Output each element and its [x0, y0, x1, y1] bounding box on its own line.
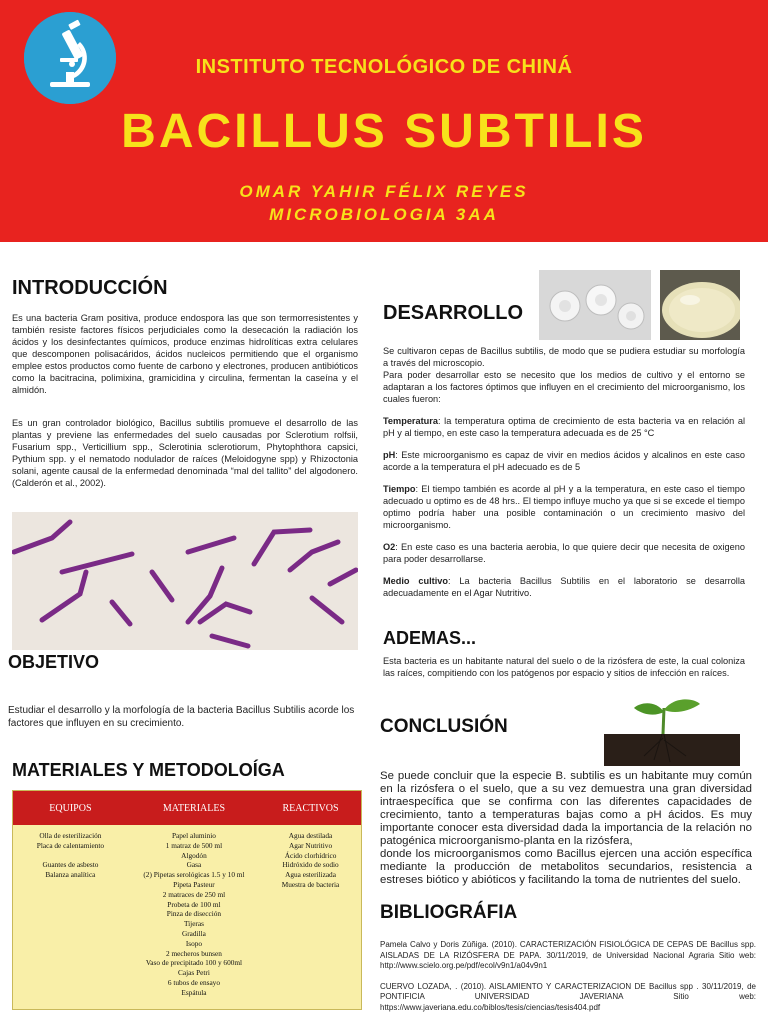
reference-2: CUERVO LOZADA, . (2010). AISLAMIENTO Y CARACTERIZACION DE Bacillus spp . 30/11/2019, de PONTIFICIA UNIVERSIDAD JAVERIANA Sitio web: https://www.javeriana.edu.co/biblos/tesis/ciencias/tesis404.pdf	[380, 981, 756, 1012]
table-cell: 1 matraz de 500 ml	[165, 840, 223, 850]
column-header-equipos: EQUIPOS	[13, 791, 128, 825]
introduccion-paragraph-2: Es un gran controlador biológico, Bacillus subtilis promueve el desarrollo de las plantas y previene las enfermedades del suelo causadas por Sclerotium rolfsii, Fusarium spp., Verticillium spp., Sclerotinia sclerotiorum, Phytophthora capsici, Pythium spp. y el nematodo nodulador de raíces (Meloidogyne spp) y Rhizoctonia solani, agente causal de la enfermedad denominada “mal del tallito” del algodonero. (Calderón et al., 2002).	[12, 418, 358, 488]
table-cell: 2 mecheros bunsen	[165, 948, 222, 958]
reference-1: Pamela Calvo y Doris Zúñiga. (2010). CARACTERIZACIÓN FISIOLÓGICA DE CEPAS DE Bacillus spp. AISLADAS DE LA RIZÓSFERA DE PAPA. 30/11/2019, de Universidad Nacional Agraria Sitio web: http://www.scielo.org.pe/pdf/ecol/v9n1/a04v9n1	[380, 940, 756, 971]
table-cell: Espátula	[181, 987, 207, 997]
table-cell	[15, 851, 126, 861]
medio-label: Medio cultivo	[383, 576, 448, 586]
bacillus-colonies-photo	[539, 270, 651, 340]
seedling-soil-roots-photo	[604, 690, 740, 766]
materiales-heading: MATERIALES Y METODOLOÍGA	[12, 760, 285, 780]
table-cell: Agua esterilizada	[285, 870, 336, 880]
conclusion-text-2: donde los microorganismos como Bacillus ejercen una acción específica mediante la producción de metabolitos secundarios, resistencia a estreses biótico y abióticos y facilitando la toma de nutrientes del suelo.	[380, 848, 752, 886]
objetivo-heading: OBJETIVO	[8, 652, 100, 672]
temperatura-label: Temperatura	[383, 416, 438, 426]
table-cell: 6 tubos de ensayo	[167, 977, 220, 987]
ademas-heading: ADEMAS...	[383, 628, 477, 648]
equipos-column	[13, 825, 128, 998]
table-cell: Placa de calentamiento	[36, 840, 105, 850]
table-cell: Olla de esterilización	[39, 831, 102, 840]
medio-text: : La bacteria Bacillus Subtilis en el laboratorio se desarrolla adecuadamente en el Agar Nutritivo.	[383, 576, 745, 598]
desarrollo-body	[383, 345, 745, 599]
desarrollo-intro: Se cultivaron cepas de Bacillus subtilis, de modo que se pudiera estudiar su morfología a través del microscopio.	[383, 346, 745, 368]
author-name: OMAR YAHIR FÉLIX REYES	[239, 182, 529, 201]
ph-text: : Este microorganismo es capaz de vivir en medios ácidos y alcalinos en este caso acorde a la temperatura el pH adecuado es de 5	[383, 450, 745, 472]
conclusion-text: Se puede concluir que la especie B. subtilis es un habitante muy común en la rizósfera o el suelo, que a su vez demuestra una gran diversidad intraespecífica que se confirma con las diferentes capacidades de crecimiento, tanto a temperaturas bajas como a pH ácidos. Es muy importante conocer esta diversidad dada la importancia de la relación no patogénica microorganismo-planta en la rizósfera,	[380, 770, 752, 847]
desarrollo-intro-2: Para poder desarrollar esto se necesito que los medios de cultivo y el entorno se adaptaran a los factores óptimos que influyen en el crecimiento del microorganismo, los cuales fueron:	[383, 370, 745, 404]
introduccion-heading: INTRODUCCIÓN	[12, 277, 168, 299]
desarrollo-medio	[383, 575, 745, 599]
ademas-text: Esta bacteria es un habitante natural del suelo o de la rizósfera de este, la cual coloniza las raíces, compitiendo con los patógenos por espacio y sitios de infección en raíces.	[383, 656, 745, 678]
institution-name: INSTITUTO TECNOLÓGICO DE CHINÁ	[195, 56, 573, 78]
ph-label: pH	[383, 450, 396, 460]
table-cell: Gradilla	[181, 928, 206, 938]
desarrollo-o2	[383, 541, 745, 565]
bibliografia-heading: BIBLIOGRÁFIA	[380, 902, 518, 923]
table-cell: Pipeta Pasteur	[173, 879, 215, 889]
materials-table	[12, 790, 362, 1010]
desarrollo-ph	[383, 449, 745, 473]
bacillus-gram-stain-micrograph	[12, 512, 358, 650]
table-cell: Isopo	[185, 938, 203, 948]
course-name: MICROBIOLOGIA 3AA	[269, 205, 499, 224]
objetivo-text: Estudiar el desarrollo y la morfología de la bacteria Bacillus Subtilis acorde los factores que influyen en su crecimiento.	[8, 705, 355, 729]
bibliografia-body	[380, 940, 756, 1014]
table-cell: Pinza de disección	[166, 909, 222, 919]
table-cell: Balanza analítica	[45, 870, 96, 880]
tiempo-label: Tiempo	[383, 484, 416, 494]
o2-label: O2	[383, 542, 396, 552]
table-cell: Gasa	[186, 860, 202, 870]
table-cell: Probeta de 100 ml	[167, 899, 221, 909]
temperatura-text: : la temperatura optima de crecimiento de esta bacteria va en relación al pH y al tiempo, en este caso la temperatura adecuada es de 25 °C	[383, 416, 745, 438]
column-header-reactivos: REACTIVOS	[260, 791, 361, 825]
desarrollo-tiempo	[383, 483, 745, 531]
table-cell: Muestra de bacteria	[281, 879, 340, 889]
table-cell: Cajas Petri	[178, 968, 210, 978]
table-cell: Guantes de asbesto	[42, 860, 99, 870]
table-cell: Vaso de precipitado 100 y 600ml	[145, 958, 243, 968]
desarrollo-heading: DESARROLLO	[383, 302, 523, 324]
o2-text: : En este caso es una bacteria aerobia, lo que quiere decir que necesita de oxigeno para poder desarrollarse.	[383, 542, 745, 564]
materiales-column	[128, 825, 260, 998]
column-header-materiales: MATERIALES	[128, 791, 260, 825]
table-cell: (2) Pipetas serológicas 1.5 y 10 ml	[143, 870, 245, 880]
poster-title: BACILLUS SUBTILIS	[121, 105, 647, 158]
table-cell: Tijeras	[183, 919, 204, 929]
table-cell: Papel aluminio	[171, 831, 216, 840]
introduccion-paragraph-1: Es una bacteria Gram positiva, produce endospora las que son termorresistentes y también resiste factores físicos perjudiciales como la desecación la radiación los ácidos y los desinfectantes químicos, produce enzimas hidrolíticas extra celulares que descomponen polisacáridos, ácidos nucleicos permitiendo que el organismo emplee estos productos como fuente de carbono y electrones, producen antibióticos como la bacitracina, polimixina, gramicidina y circulina, fermentan la caseína y el almidón.	[12, 313, 358, 395]
table-cell: Hidróxido de sodio	[282, 860, 339, 870]
table-cell: 2 matraces de 250 ml	[162, 889, 226, 899]
table-cell: Agar Nutritivo	[288, 840, 333, 850]
conclusion-body	[380, 770, 752, 887]
desarrollo-temperatura	[383, 415, 745, 439]
table-cell: Algodón	[181, 850, 207, 860]
petri-dish-culture-photo	[660, 270, 740, 340]
table-cell: Agua destilada	[288, 831, 333, 840]
table-cell: Ácido clorhídrico	[284, 850, 337, 860]
header-banner	[0, 0, 768, 242]
conclusion-heading: CONCLUSIÓN	[380, 716, 508, 737]
tiempo-text: : El tiempo también es acorde al pH y a la temperatura, en este caso el tiempo adecuado u optimo es de 48 hrs.. El tiempo influye mucho ya que si se excede el tiempo optimo podría haber una posible contaminación o un crecimiento masivo del microorganismo.	[383, 484, 745, 530]
reactivos-column	[260, 825, 361, 998]
